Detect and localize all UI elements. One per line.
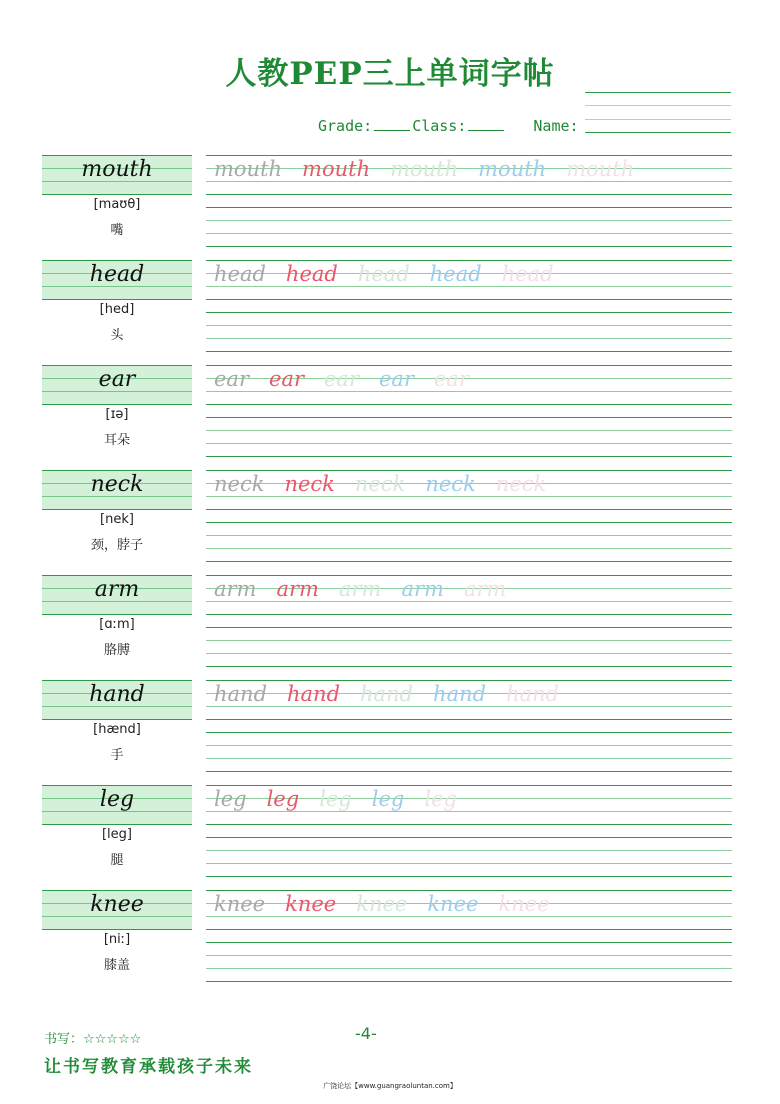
name-writing-lines: [585, 92, 731, 134]
meaning-text: 胳膊: [103, 643, 130, 658]
phonetic-text: [niː]: [103, 932, 131, 947]
phonetic-text: [leg]: [101, 827, 132, 842]
trace-word: hand: [433, 682, 487, 706]
writing-rating: 书写：☆☆☆☆☆: [44, 1032, 142, 1047]
word-guide-box: [42, 260, 192, 300]
phonetic-text: [nek]: [100, 512, 134, 527]
word-guide-box: [42, 575, 192, 615]
trace-word: neck: [214, 472, 265, 496]
phonetic-text: [maʊθ]: [93, 197, 141, 212]
trace-copies: [214, 472, 566, 496]
trace-word: knee: [356, 892, 408, 916]
practice-lines[interactable]: [206, 785, 732, 889]
slogan: 让书写教育承载孩子未来: [44, 1057, 253, 1077]
trace-word: mouth: [390, 157, 459, 181]
trace-copies: [214, 577, 526, 601]
meaning-text: 头: [110, 328, 124, 343]
page-title: 人教PEP三上单词字帖: [225, 56, 555, 92]
trace-copies: [214, 682, 579, 706]
trace-word: head: [285, 262, 338, 286]
trace-copies: [214, 367, 489, 391]
trace-word: mouth: [478, 157, 547, 181]
trace-word: ear: [214, 367, 249, 391]
word-row: [0, 260, 780, 365]
trace-copies: [214, 787, 477, 811]
class-blank[interactable]: [468, 116, 504, 131]
phonetic-text: [ɑːm]: [99, 617, 135, 632]
name-label: Name:: [533, 117, 579, 135]
trace-word: neck: [284, 472, 335, 496]
word-guide-box: [42, 365, 192, 405]
word-text: mouth: [81, 157, 153, 182]
word-text: leg: [99, 787, 135, 812]
trace-word: head: [357, 262, 410, 286]
trace-word: head: [214, 262, 266, 286]
trace-word: ear: [434, 367, 469, 391]
trace-word: leg: [319, 787, 352, 811]
phonetic-text: [hænd]: [93, 722, 141, 737]
word-text: arm: [94, 577, 140, 602]
trace-word: arm: [463, 577, 507, 601]
trace-word: arm: [214, 577, 257, 601]
meaning-text: 手: [110, 748, 124, 763]
trace-word: leg: [424, 787, 457, 811]
trace-word: head: [429, 262, 482, 286]
meaning-text: 颈，脖子: [90, 538, 143, 553]
word-row: [0, 470, 780, 575]
word-guide-box: [42, 785, 192, 825]
trace-word: arm: [338, 577, 382, 601]
practice-lines[interactable]: [206, 680, 732, 784]
practice-lines[interactable]: [206, 890, 732, 994]
meaning-text: 膝盖: [103, 958, 130, 973]
word-row: [0, 680, 780, 785]
practice-lines[interactable]: [206, 155, 732, 259]
word-guide-box: [42, 155, 192, 195]
trace-word: knee: [285, 892, 337, 916]
site-footer: 广饶论坛【www.guangraoluntan.com】: [323, 1082, 457, 1090]
trace-word: head: [501, 262, 554, 286]
word-guide-box: [42, 680, 192, 720]
phonetic-text: [ɪə]: [105, 407, 129, 422]
meaning-text: 嘴: [110, 223, 124, 238]
trace-word: ear: [269, 367, 304, 391]
trace-word: knee: [427, 892, 479, 916]
trace-copies: [214, 262, 574, 286]
student-info-row: [318, 116, 579, 135]
grade-label: Grade:: [318, 117, 373, 135]
grade-blank[interactable]: [374, 116, 410, 131]
word-text: head: [89, 262, 145, 287]
word-text: neck: [90, 472, 144, 497]
word-guide-box: [42, 470, 192, 510]
trace-word: leg: [266, 787, 300, 811]
trace-copies: [214, 157, 654, 181]
practice-lines[interactable]: [206, 470, 732, 574]
trace-word: hand: [506, 682, 560, 706]
practice-lines[interactable]: [206, 260, 732, 364]
trace-word: neck: [354, 472, 406, 496]
meaning-text: 腿: [110, 853, 124, 868]
word-guide-box: [42, 890, 192, 930]
page-number: -4-: [355, 1024, 377, 1043]
word-text: knee: [90, 892, 144, 917]
phonetic-text: [hed]: [99, 302, 135, 317]
trace-word: ear: [324, 367, 359, 391]
trace-word: arm: [401, 577, 444, 601]
word-text: ear: [98, 367, 136, 392]
word-row: [0, 785, 780, 890]
word-text: hand: [89, 682, 145, 707]
trace-word: mouth: [214, 157, 283, 181]
trace-word: hand: [287, 682, 341, 706]
word-row: [0, 365, 780, 470]
trace-word: neck: [425, 472, 476, 496]
trace-word: hand: [214, 682, 268, 706]
word-row: [0, 890, 780, 995]
trace-word: leg: [371, 787, 405, 811]
word-row: [0, 155, 780, 260]
trace-word: neck: [495, 472, 547, 496]
practice-lines[interactable]: [206, 365, 732, 469]
word-row: [0, 575, 780, 680]
trace-word: mouth: [566, 157, 635, 181]
meaning-text: 耳朵: [103, 433, 130, 448]
trace-word: mouth: [302, 157, 371, 181]
practice-lines[interactable]: [206, 575, 732, 679]
trace-word: ear: [379, 367, 414, 391]
class-label: Class:: [412, 117, 467, 135]
trace-word: leg: [214, 787, 247, 811]
trace-copies: [214, 892, 570, 916]
trace-word: knee: [214, 892, 266, 916]
trace-word: hand: [360, 682, 414, 706]
trace-word: knee: [498, 892, 550, 916]
trace-word: arm: [276, 577, 319, 601]
